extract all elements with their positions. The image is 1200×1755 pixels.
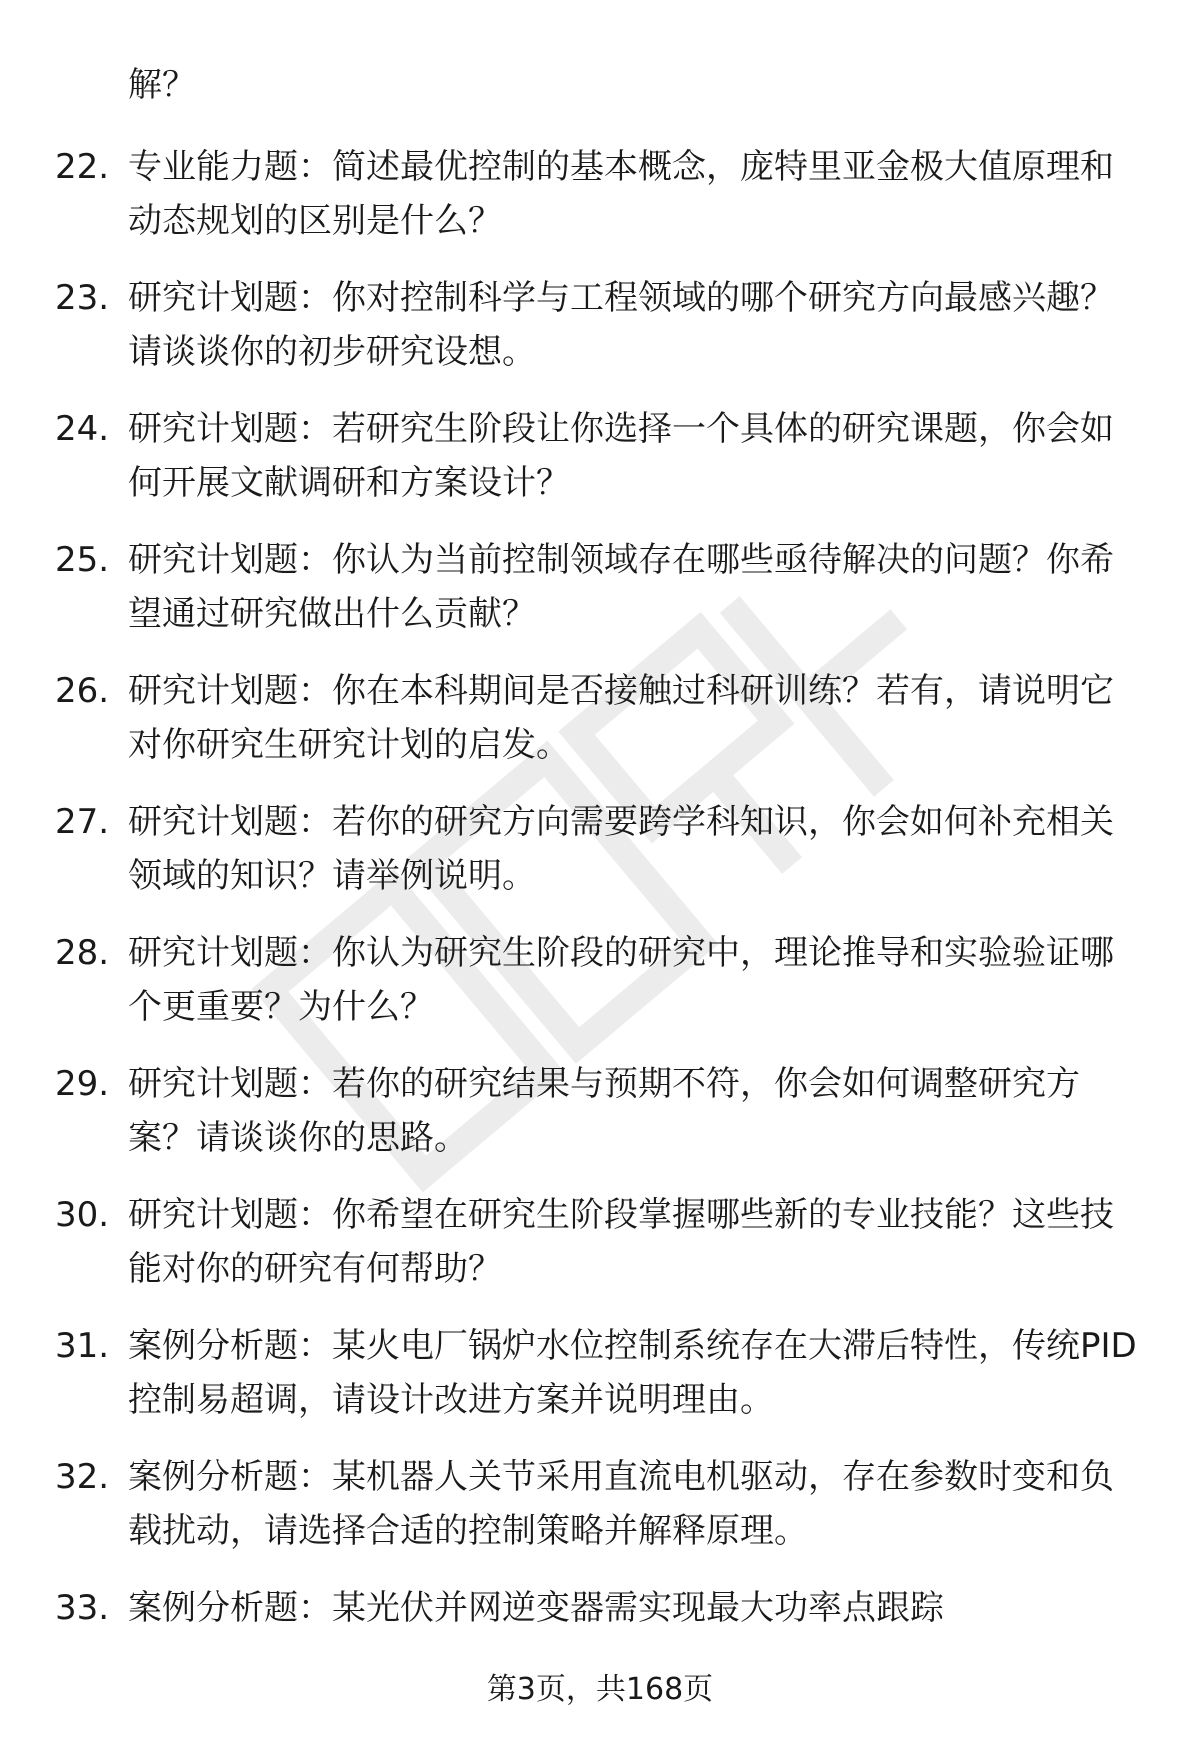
question-number: 24.: [55, 409, 110, 449]
question-text: 案例分析题：某火电厂锅炉水位控制系统存在大滞后特性，传统PID控制易超调，请设计改进方案并说明理由。: [128, 1326, 1137, 1420]
question-number: 26.: [55, 671, 110, 711]
question-number: 27.: [55, 802, 110, 842]
page-number-footer: 第3页，共168页: [486, 1672, 714, 1707]
question-list: [0, 140, 1200, 1712]
question-item: [0, 1057, 1200, 1188]
question-item: [0, 402, 1200, 533]
question-text: 研究计划题：你希望在研究生阶段掌握哪些新的专业技能？这些技能对你的研究有何帮助？: [128, 1195, 1114, 1289]
question-item: [0, 271, 1200, 402]
question-number: 33.: [55, 1588, 110, 1628]
question-text: 案例分析题：某光伏并网逆变器需实现最大功率点跟踪: [128, 1588, 944, 1628]
question-text: 研究计划题：你认为研究生阶段的研究中，理论推导和实验验证哪个更重要？为什么？: [128, 933, 1114, 1027]
question-item: [0, 533, 1200, 664]
question-text: 研究计划题：若你的研究结果与预期不符，你会如何调整研究方案？请谈谈你的思路。: [128, 1064, 1080, 1158]
question-text: 案例分析题：某机器人关节采用直流电机驱动，存在参数时变和负载扰动，请选择合适的控制策略并解释原理。: [128, 1457, 1114, 1551]
question-item: [0, 926, 1200, 1057]
question-text: 专业能力题：简述最优控制的基本概念，庞特里亚金极大值原理和动态规划的区别是什么？: [128, 147, 1114, 241]
question-number: 28.: [55, 933, 110, 973]
question-number: 31.: [55, 1326, 110, 1366]
question-item: [0, 1450, 1200, 1581]
previous-question-continuation: 解？: [128, 65, 196, 105]
question-text: 研究计划题：若研究生阶段让你选择一个具体的研究课题，你会如何开展文献调研和方案设计？: [128, 409, 1114, 503]
question-item: [0, 140, 1200, 271]
question-item: [0, 795, 1200, 926]
question-number: 30.: [55, 1195, 110, 1235]
question-number: 25.: [55, 540, 110, 580]
question-number: 22.: [55, 147, 110, 187]
question-text: 研究计划题：你对控制科学与工程领域的哪个研究方向最感兴趣？请谈谈你的初步研究设想。: [128, 278, 1114, 372]
question-number: 23.: [55, 278, 110, 318]
question-number: 32.: [55, 1457, 110, 1497]
question-text: 研究计划题：你认为当前控制领域存在哪些亟待解决的问题？你希望通过研究做出什么贡献？: [128, 540, 1114, 634]
question-item: [0, 664, 1200, 795]
question-number: 29.: [55, 1064, 110, 1104]
question-text: 研究计划题：你在本科期间是否接触过科研训练？若有，请说明它对你研究生研究计划的启发。: [128, 671, 1114, 765]
question-item: [0, 1319, 1200, 1450]
question-text: 研究计划题：若你的研究方向需要跨学科知识，你会如何补充相关领域的知识？请举例说明。: [128, 802, 1114, 896]
question-item: [0, 1188, 1200, 1319]
